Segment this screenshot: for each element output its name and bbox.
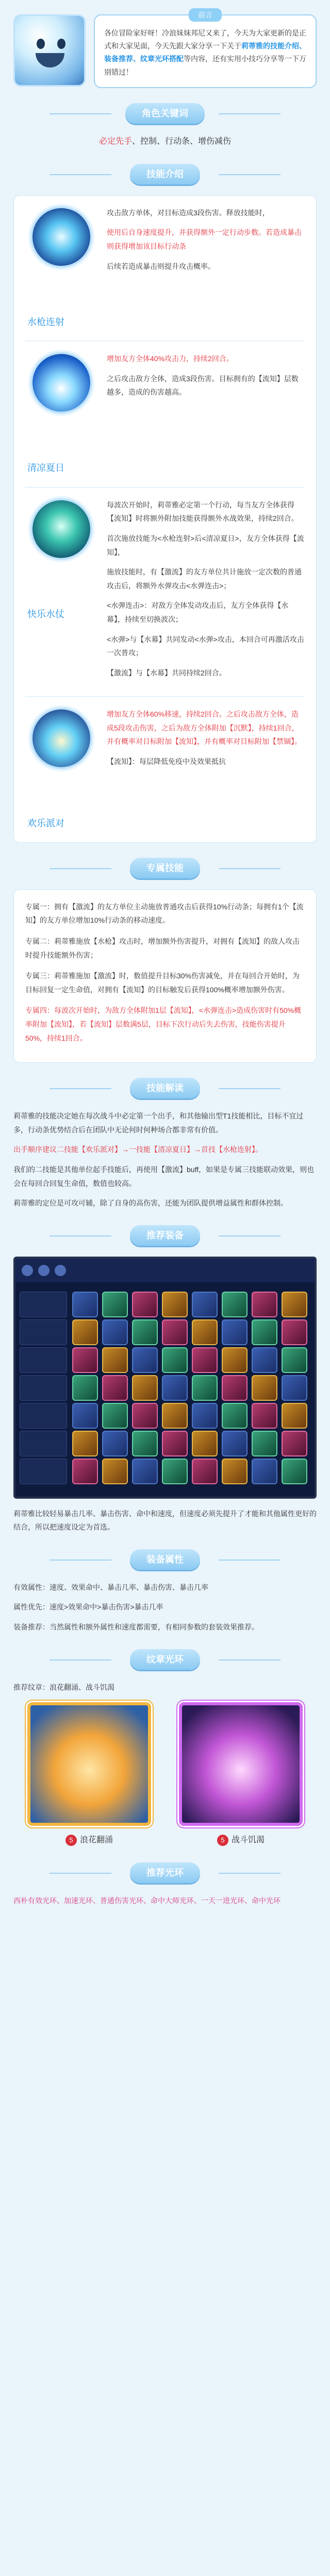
equipment-slot: [102, 1375, 128, 1401]
equipment-slot: [192, 1375, 218, 1401]
skill-1-p1: 攻击敌方单体，对目标造成3段伤害。释放技能时，: [107, 208, 270, 217]
equipment-slot: [132, 1375, 158, 1401]
equipment-slot: [72, 1459, 98, 1484]
equipment-slot: [252, 1431, 277, 1456]
skill-3-p6: 【激流】与【水幕】共同持续2回合。: [107, 668, 226, 677]
equipment-slot: [72, 1347, 98, 1373]
equipment-slot: [72, 1431, 98, 1456]
skill-1: [14, 196, 316, 331]
skill-1-p3: 后续若造成暴击则提升攻击概率。: [107, 262, 215, 270]
equipment-slot: [282, 1375, 307, 1401]
skill-2-name: 清凉夏日: [27, 463, 64, 473]
preface-text-after: 等内容，还有实用小技巧分享等一下万别错过！: [104, 55, 306, 76]
equipment-slot: [162, 1319, 188, 1345]
section-title: 技能介绍: [130, 164, 200, 184]
emblem-card-2: [179, 1702, 303, 1848]
attributes-2: 属性优先：速度>效果命中>暴击伤害>暴击几率: [13, 1603, 163, 1612]
section-banner-emblem: [13, 1648, 317, 1671]
section-banner-expertise: [13, 856, 317, 880]
section-title: 装备属性: [130, 1549, 200, 1570]
skill-1-name: 水枪连射: [27, 316, 64, 327]
skill-3-desc: [107, 498, 305, 686]
skill-1-icon: [30, 206, 92, 268]
equipment-slot: [162, 1375, 188, 1401]
equipment-slot: [132, 1459, 158, 1484]
equipment-slot: [192, 1431, 218, 1456]
skills-panel: [13, 195, 317, 843]
skill-3-name: 快乐水仗: [27, 608, 64, 619]
equipment-grid: [72, 1292, 306, 1484]
equipment-slot: [222, 1375, 248, 1401]
skill-4-icon: [30, 707, 92, 769]
section-banner-attributes: [13, 1548, 317, 1571]
equipment-note: 莉蒂雅比较轻易暴击几率、暴击伤害、命中和速度，但速度必须先提升了才能和其他属性更好的结合，所以把速度设定为首选。: [13, 1509, 317, 1532]
equipment-slot: [282, 1459, 307, 1484]
equipment-slot: [72, 1292, 98, 1317]
section-banner-halo: [13, 1861, 317, 1885]
equipment-slot: [132, 1319, 158, 1345]
interpret-1: 莉蒂雅的技能决定她在每次战斗中必定第一个出手，和其他输出型T1技能相比，目标不宜过多，行动条优势结合后在团队中无论何时何种场合都非常有价值。: [13, 1112, 304, 1134]
skill-2-p1: 增加友方全体40%攻击力，持续2回合。: [107, 354, 234, 363]
interpret-block: [13, 1109, 317, 1210]
equipment-slot: [252, 1403, 277, 1429]
attributes-3: 装备推荐：当然属性和额外属性和速度都需要，有相同参数的套装效果推荐。: [13, 1623, 259, 1632]
section-title: 推荐装备: [130, 1225, 200, 1246]
emblem-card-2-name: 战斗饥渴: [231, 1836, 265, 1845]
interpret-3: 我们的二技能是其他单位起手技能后，再使用【激流】buff，如果是专属三技能联动效果，则也会在每回合回复生命值，数值也较高。: [13, 1165, 315, 1188]
keyword-rest: 、控制、行动条、增伤减伤: [132, 137, 232, 146]
equipment-slot: [162, 1292, 188, 1317]
equipment-slot: [282, 1292, 307, 1317]
equipment-slot: [102, 1459, 128, 1484]
equipment-slot: [222, 1403, 248, 1429]
skill-4-p2: 【流知】：每层降低免疫中及效果抵抗: [107, 757, 226, 766]
skill-2-p2: 之后攻击敌方全体，造成3段伤害。目标拥有的【流知】层数越多，造成的伤害越高。: [107, 374, 299, 397]
equipment-slot: [102, 1292, 128, 1317]
equipment-slot: [102, 1319, 128, 1345]
equipment-slot: [132, 1292, 158, 1317]
emblem-card-2-image: [179, 1702, 303, 1826]
equipment-slot: [222, 1431, 248, 1456]
preface-card: [94, 11, 317, 88]
section-title: 角色关键词: [125, 103, 205, 124]
equipment-slot: [162, 1431, 188, 1456]
skill-3-icon: [30, 498, 92, 560]
expertise-3: 专属三：莉蒂雅施加【激流】时，数值提升目标30%伤害减免，并在每回合开始时，为目标回复一定生命值，对拥有【流知】的目标触发后获得100%概率增加额外伤害。: [25, 972, 300, 994]
skill-3: [14, 488, 316, 686]
skill-1-desc: [107, 206, 305, 331]
emblem-card-1-image: [27, 1702, 151, 1826]
keywords: [13, 134, 317, 149]
equipment-slot: [192, 1292, 218, 1317]
halo-list: 西朴有效光环、加速光环、普通伤害光环、命中大师光环、一天一进光环、命中光环: [13, 1896, 280, 1905]
equipment-slot: [162, 1347, 188, 1373]
equipment-slot: [132, 1347, 158, 1373]
skill-1-p2: 使用后自身速度提升，并获得额外一定行动步数。若造成暴击则获得增加该目标行动条: [107, 228, 302, 250]
preface-text-before: 各位冒险家好呀！冷浪妹妹邦尼又来了，今天为大家更新的是正式和大家见面，今天先跟大家分享一下关于: [104, 29, 306, 50]
emblem-card-1: [27, 1702, 151, 1848]
emblem-card-2-badge: 5: [217, 1835, 228, 1846]
equipment-slot: [162, 1459, 188, 1484]
character-avatar: [13, 14, 86, 87]
equipment-slot: [252, 1459, 277, 1484]
equipment-slot: [192, 1403, 218, 1429]
expertise-1: 专属一：拥有【激流】的友方单位主动施放普通攻击后获得10%行动条；每拥有1个【流知】的友方单位增加10%行动条的移动速度。: [25, 902, 304, 925]
emblem-card-1-badge: 5: [65, 1835, 77, 1846]
preface-title: 前言: [189, 8, 222, 22]
emblem-card-1-name: 浪花翻涌: [79, 1836, 113, 1845]
equipment-slot: [252, 1347, 277, 1373]
equipment-slot: [162, 1403, 188, 1429]
equipment-slot: [132, 1403, 158, 1429]
halo-block: [13, 1894, 317, 1908]
skill-4-desc: [107, 707, 305, 832]
equipment-slot: [132, 1431, 158, 1456]
emblem-block: [13, 1681, 317, 1694]
equipment-slot: [102, 1403, 128, 1429]
skill-2-desc: [107, 352, 305, 477]
skill-3-p1: 每波次开始时，莉蒂雅必定第一个行动，每当友方全体获得【流知】时将额外附加技能获得额外水战效果，持续2回合。: [107, 500, 299, 523]
section-banner-interpret: [13, 1076, 317, 1100]
equipment-slot: [252, 1319, 277, 1345]
expertise-4: 专属四：每波次开始时，为敌方全体附加1层【流知】，<水弹连击>造成伤害时有50%概率附加【流知】，若【流知】层数满5层，目标下次行动后失去伤害，技能伤害提升50%，持续1回合。: [25, 1006, 302, 1042]
equipment-note-block: [13, 1507, 317, 1534]
equipment-slot: [72, 1375, 98, 1401]
skill-4: [14, 697, 316, 832]
section-banner-skills: [13, 162, 317, 186]
section-banner-keywords: [13, 101, 317, 125]
equipment-slot: [282, 1347, 307, 1373]
section-banner-equipment: [13, 1224, 317, 1247]
equipment-slot: [222, 1319, 248, 1345]
preface-text: [104, 27, 306, 79]
equipment-slot: [222, 1347, 248, 1373]
equipment-screenshot: [13, 1257, 317, 1499]
equipment-slot: [192, 1319, 218, 1345]
attributes-1: 有效属性：速度、效果命中、暴击几率、暴击伤害、暴击几率: [13, 1583, 208, 1591]
skill-2: [14, 342, 316, 477]
interpret-4: 莉蒂雅的定位是可攻可辅，除了自身的高伤害，还能为团队提供增益属性和群体控制。: [13, 1199, 288, 1208]
equipment-slot: [102, 1431, 128, 1456]
skill-2-icon: [30, 352, 92, 414]
equipment-slot: [222, 1459, 248, 1484]
attributes-block: [13, 1581, 317, 1634]
equipment-slot: [72, 1403, 98, 1429]
equipment-slot: [252, 1292, 277, 1317]
skill-3-p5: <水弹>与【水幕】共同发动<水弹>攻击，本回合可再激活攻击一次普攻；: [107, 635, 304, 657]
equipment-slot: [192, 1459, 218, 1484]
equipment-slot: [102, 1347, 128, 1373]
skill-3-p4: <水弹连击>：对敌方全体发动攻击后，友方全体获得【水幕】，持续至切换波次；: [107, 601, 289, 623]
equipment-slot: [222, 1292, 248, 1317]
equipment-slot: [192, 1347, 218, 1373]
expertise-2: 专属二：莉蒂雅施放【水枪】攻击时，增加额外伤害提升，对拥有【流知】的敌人攻击时提升技能额外伤害；: [25, 937, 300, 959]
equipment-slot: [72, 1319, 98, 1345]
equipment-slot: [282, 1431, 307, 1456]
section-title: 技能解读: [130, 1078, 200, 1098]
skill-3-p2: 首次施放技能为<水枪连射>后<清凉夏日>，友方全体获得【流知】，: [107, 534, 304, 556]
interpret-2: 出手顺序建议二技能【欢乐派对】→一技能【清凉夏日】→首技【水枪连射】。: [13, 1145, 262, 1154]
section-title: 专属技能: [130, 858, 200, 878]
preface: [13, 11, 317, 88]
expertise-panel: [13, 889, 317, 1063]
equipment-slot: [282, 1319, 307, 1345]
equipment-slot: [252, 1375, 277, 1401]
emblem-intro: 推荐纹章：浪花翻涌、战斗饥渴: [13, 1683, 114, 1691]
section-title: 推荐光环: [130, 1862, 200, 1883]
keyword-main: 必定先手: [98, 137, 132, 146]
skill-3-p3: 施放技能时，有【激流】的友方单位共计施放一定次数的普通攻击后，将额外水弹攻击<水弹连击>；: [107, 568, 302, 590]
skill-4-name: 欢乐派对: [27, 818, 64, 829]
equipment-slot: [282, 1403, 307, 1429]
preface-highlight: 莉蒂雅的技能介绍、装备推荐、纹章光环搭配: [104, 42, 306, 63]
emblem-cards: [13, 1702, 317, 1848]
section-title: 纹章光环: [130, 1649, 200, 1670]
skill-4-p1: 增加友方全体60%移速，持续2回合。之后攻击敌方全体，造成5段攻击伤害，之后为敌方全体附加【沉默】，持续1回合，并有概率对目标附加【流知】，并有概率对目标附加【禁锢】。: [107, 710, 302, 746]
